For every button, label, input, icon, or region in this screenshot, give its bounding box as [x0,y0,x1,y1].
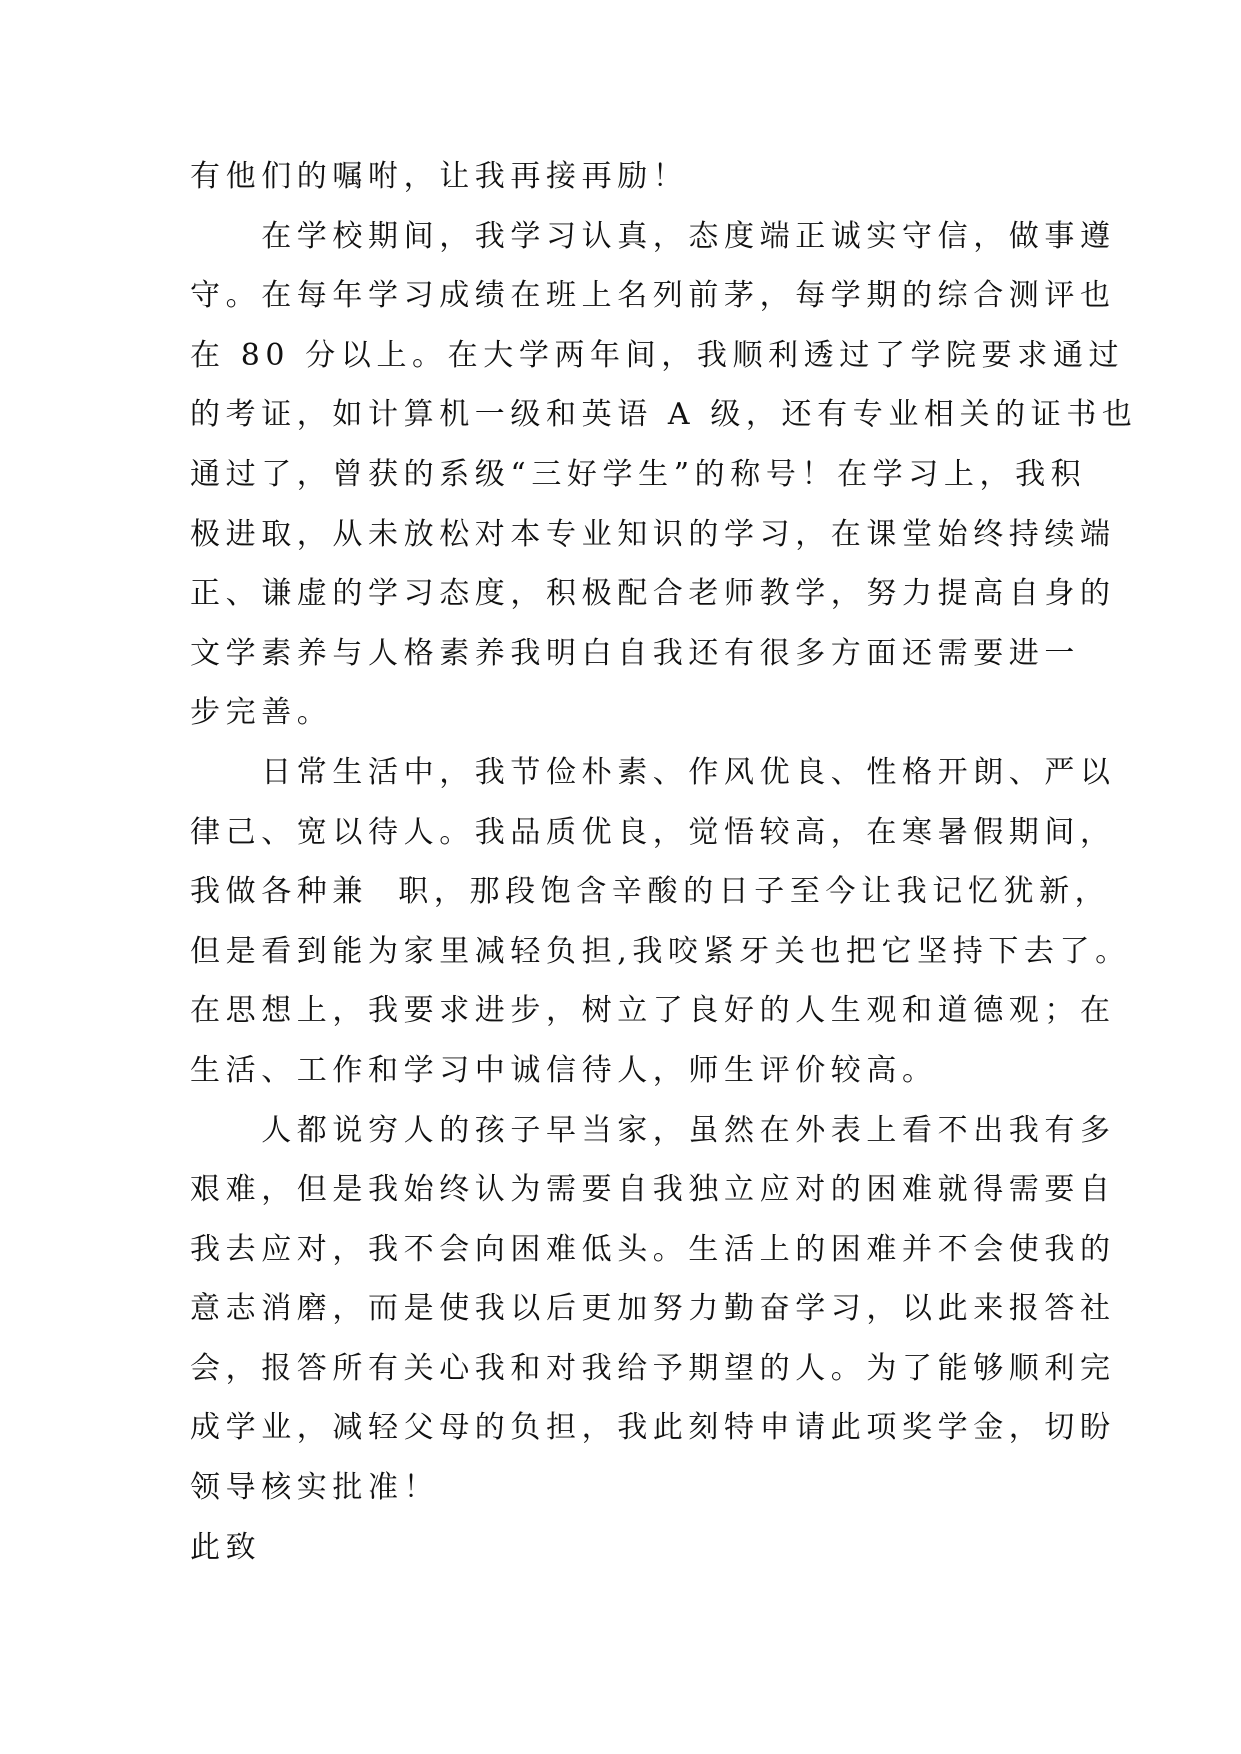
text-line: 日常生活中，我节俭朴素、作风优良、性格开朗、严以 [190,754,1116,790]
text-line: 意志消磨，而是使我以后更加努力勤奋学习，以此来报答社 [190,1291,1116,1327]
text-line: 在学校期间，我学习认真，态度端正诚实守信，做事遵 [190,218,1116,254]
text-line: 在 80 分以上。在大学两年间，我顺利透过了学院要求通过 [190,337,1125,373]
text-line: 领导核实批准！ [190,1470,440,1506]
closing-salutation: 此致 [190,1529,262,1565]
text-line: 的考证，如计算机一级和英语 A 级，还有专业相关的证书也 [190,397,1138,433]
text-line: 艰难，但是我始终认为需要自我独立应对的困难就得需要自 [190,1172,1116,1208]
text-line: 我做各种兼 职，那段饱含辛酸的日子至今让我记忆犹新， [190,874,1111,910]
text-line: 正、谦虚的学习态度，积极配合老师教学，努力提高自身的 [190,576,1116,612]
text-line: 生活、工作和学习中诚信待人，师生评价较高。 [190,1052,938,1088]
text-line: 文学素养与人格素养我明白自我还有很多方面还需要进一 [190,635,1080,671]
text-line: 极进取，从未放松对本专业知识的学习，在课堂始终持续端 [190,516,1116,552]
text-line: 会，报答所有关心我和对我给予期望的人。为了能够顺利完 [190,1350,1116,1386]
text-line: 守。在每年学习成绩在班上名列前茅，每学期的综合测评也 [190,278,1116,314]
text-line: 律己、宽以待人。我品质优良，觉悟较高，在寒暑假期间， [190,814,1116,850]
text-line: 有他们的嘱咐，让我再接再励！ [190,159,689,194]
text-line: 但是看到能为家里减轻负担,我咬紧牙关也把它坚持下去了。 [190,933,1131,969]
text-line: 我去应对，我不会向困难低头。生活上的困难并不会使我的 [190,1231,1116,1267]
text-line: 在思想上，我要求进步，树立了良好的人生观和道德观；在 [190,993,1116,1029]
text-line: 步完善。 [190,695,333,731]
letter-body [190,159,1138,1589]
text-line: 人都说穷人的孩子早当家，虽然在外表上看不出我有多 [190,1112,1116,1148]
text-line: 通过了，曾获的系级“三好学生”的称号！在学习上，我积 [190,456,1087,492]
text-line: 成学业，减轻父母的负担，我此刻特申请此项奖学金，切盼 [190,1410,1116,1446]
